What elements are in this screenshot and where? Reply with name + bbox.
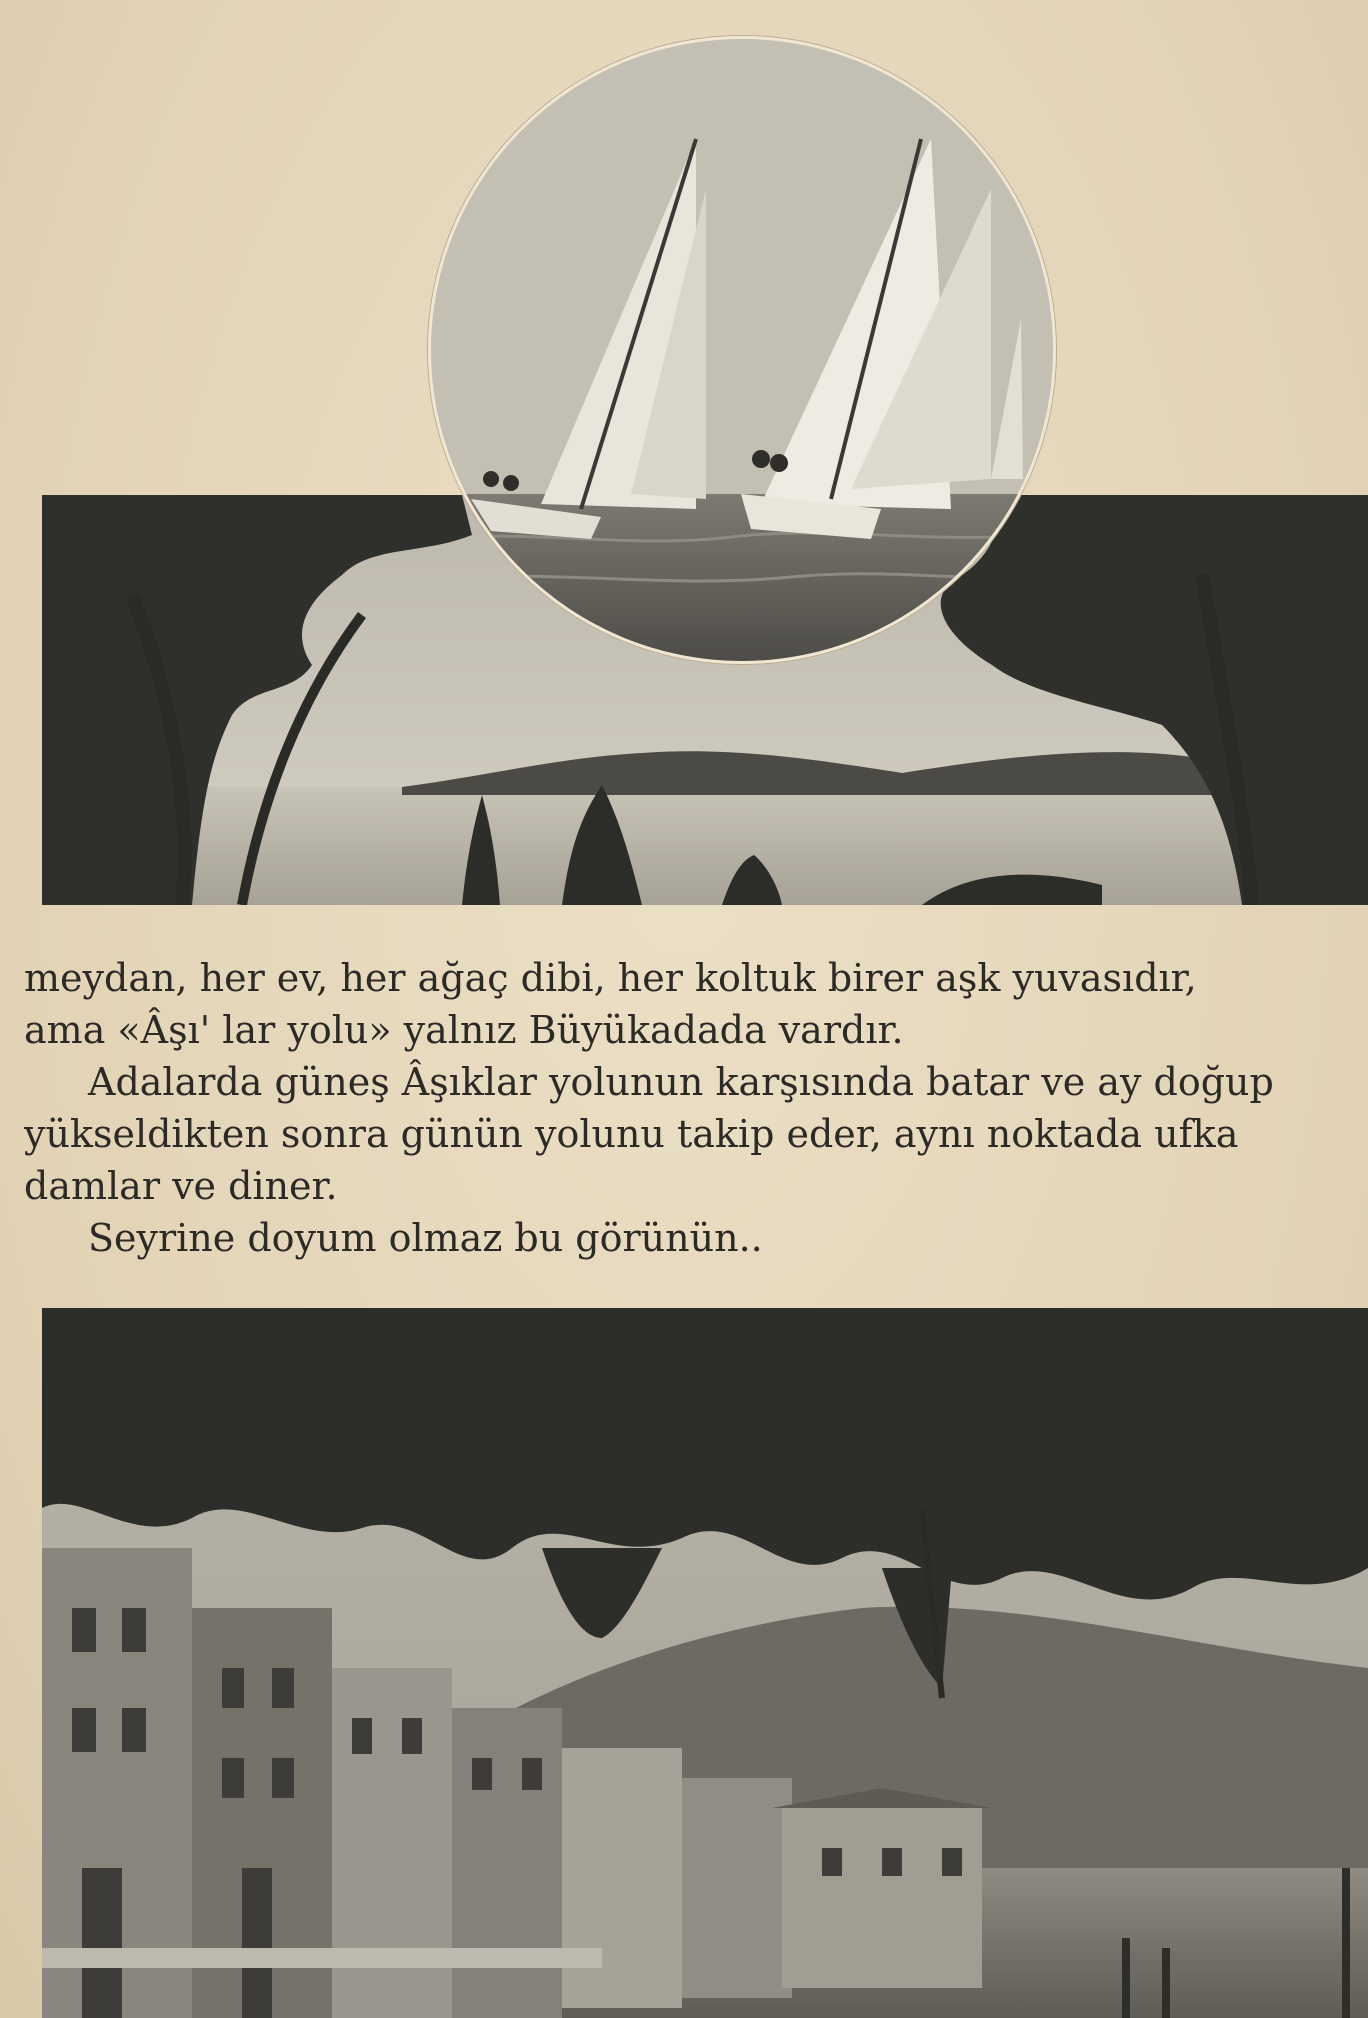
paragraph-1 xyxy=(24,952,1324,1056)
text-line: yükseldikten sonra günün yolunu takip eder, aynı noktada ufka xyxy=(24,1112,1239,1156)
text-line: meydan, her ev, her ağaç dibi, her koltuk birer aşk yuvasıdır, xyxy=(24,956,1197,1000)
sailboats-inset-photo xyxy=(428,36,1056,664)
paragraph-3 xyxy=(24,1212,1324,1264)
text-line: damlar ve diner. xyxy=(24,1164,338,1208)
text-line: Adalarda güneş Âşıklar yolunun karşısında batar ve ay doğup xyxy=(88,1060,1274,1104)
text-line: ama «Âşı' lar yolu» yalnız Büyükadada vardır. xyxy=(24,1008,904,1052)
paragraph-2-continued xyxy=(24,1108,1324,1212)
article-text xyxy=(24,952,1324,1264)
text-line: Seyrine doyum olmaz bu görünün.. xyxy=(88,1216,763,1260)
waterfront-houses-photo xyxy=(42,1308,1368,2018)
paragraph-2 xyxy=(24,1056,1324,1108)
